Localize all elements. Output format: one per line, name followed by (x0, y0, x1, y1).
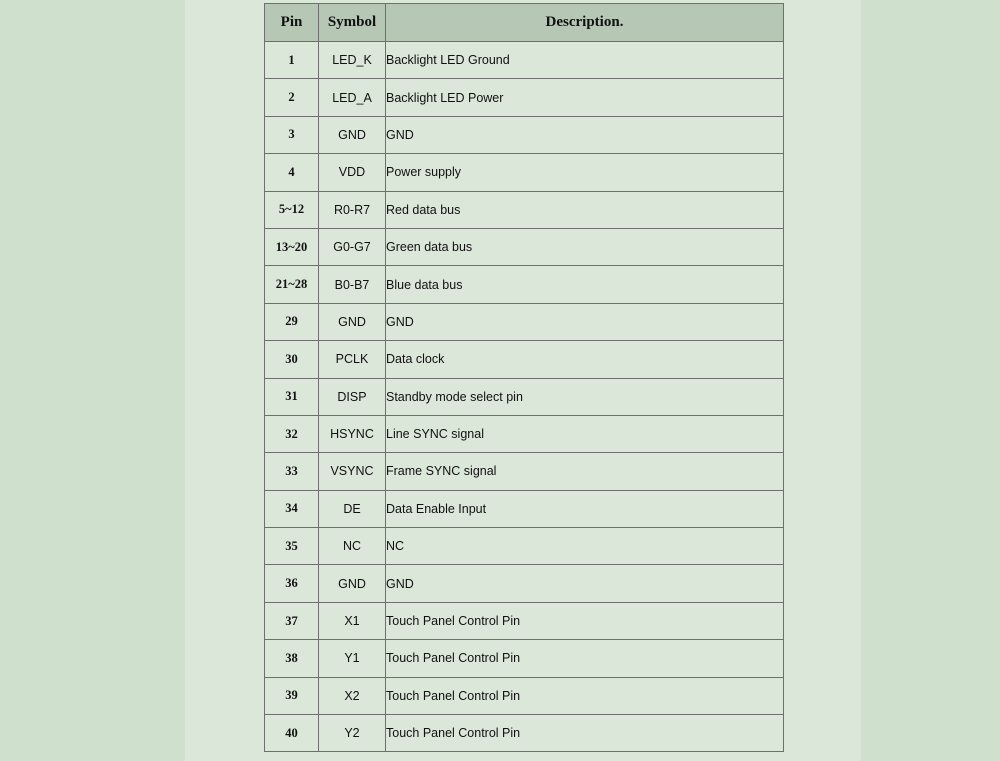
pin-cell: 35 (265, 528, 319, 565)
table-row (265, 228, 784, 265)
table-row (265, 42, 784, 79)
table-row (265, 453, 784, 490)
table-row (265, 154, 784, 191)
symbol-cell: X2 (319, 677, 386, 714)
description-cell: Data clock (386, 341, 784, 378)
description-cell: GND (386, 565, 784, 602)
table-row (265, 378, 784, 415)
symbol-cell: HSYNC (319, 415, 386, 452)
symbol-cell: NC (319, 528, 386, 565)
pin-cell: 37 (265, 602, 319, 639)
symbol-cell: GND (319, 116, 386, 153)
description-cell: Green data bus (386, 228, 784, 265)
symbol-cell: VDD (319, 154, 386, 191)
description-cell: NC (386, 528, 784, 565)
table-row (265, 490, 784, 527)
pin-cell: 34 (265, 490, 319, 527)
description-cell: Backlight LED Ground (386, 42, 784, 79)
document-page (185, 0, 861, 761)
pin-cell: 36 (265, 565, 319, 602)
symbol-cell: G0-G7 (319, 228, 386, 265)
symbol-cell: DISP (319, 378, 386, 415)
description-cell: Touch Panel Control Pin (386, 715, 784, 752)
symbol-cell: GND (319, 303, 386, 340)
symbol-cell: Y1 (319, 640, 386, 677)
description-cell: GND (386, 116, 784, 153)
symbol-cell: R0-R7 (319, 191, 386, 228)
table-row (265, 79, 784, 116)
table-row (265, 415, 784, 452)
table-row (265, 191, 784, 228)
description-cell: Touch Panel Control Pin (386, 602, 784, 639)
header-symbol: Symbol (319, 4, 386, 42)
description-cell: Power supply (386, 154, 784, 191)
symbol-cell: B0-B7 (319, 266, 386, 303)
table-row (265, 677, 784, 714)
header-description: Description. (386, 4, 784, 42)
symbol-cell: X1 (319, 602, 386, 639)
pin-cell: 2 (265, 79, 319, 116)
pin-cell: 38 (265, 640, 319, 677)
pin-cell: 5~12 (265, 191, 319, 228)
header-row (265, 4, 784, 42)
symbol-cell: DE (319, 490, 386, 527)
symbol-cell: LED_K (319, 42, 386, 79)
table-row (265, 565, 784, 602)
symbol-cell: Y2 (319, 715, 386, 752)
pin-assignment-table (264, 3, 784, 752)
pin-cell: 33 (265, 453, 319, 490)
description-cell: Data Enable Input (386, 490, 784, 527)
table-row (265, 341, 784, 378)
pin-cell: 30 (265, 341, 319, 378)
pin-cell: 13~20 (265, 228, 319, 265)
description-cell: Touch Panel Control Pin (386, 677, 784, 714)
description-cell: Blue data bus (386, 266, 784, 303)
pin-cell: 3 (265, 116, 319, 153)
table-row (265, 715, 784, 752)
description-cell: Touch Panel Control Pin (386, 640, 784, 677)
pin-cell: 4 (265, 154, 319, 191)
description-cell: Frame SYNC signal (386, 453, 784, 490)
symbol-cell: PCLK (319, 341, 386, 378)
table-row (265, 116, 784, 153)
symbol-cell: GND (319, 565, 386, 602)
description-cell: GND (386, 303, 784, 340)
pin-cell: 21~28 (265, 266, 319, 303)
symbol-cell: VSYNC (319, 453, 386, 490)
header-pin: Pin (265, 4, 319, 42)
symbol-cell: LED_A (319, 79, 386, 116)
description-cell: Red data bus (386, 191, 784, 228)
table-header (265, 4, 784, 42)
table-row (265, 602, 784, 639)
description-cell: Standby mode select pin (386, 378, 784, 415)
pin-cell: 1 (265, 42, 319, 79)
table-body (265, 42, 784, 752)
pin-cell: 31 (265, 378, 319, 415)
description-cell: Backlight LED Power (386, 79, 784, 116)
table-row (265, 640, 784, 677)
description-cell: Line SYNC signal (386, 415, 784, 452)
pin-cell: 32 (265, 415, 319, 452)
pin-cell: 40 (265, 715, 319, 752)
pin-cell: 29 (265, 303, 319, 340)
pin-cell: 39 (265, 677, 319, 714)
table-row (265, 303, 784, 340)
table-row (265, 266, 784, 303)
table-row (265, 528, 784, 565)
